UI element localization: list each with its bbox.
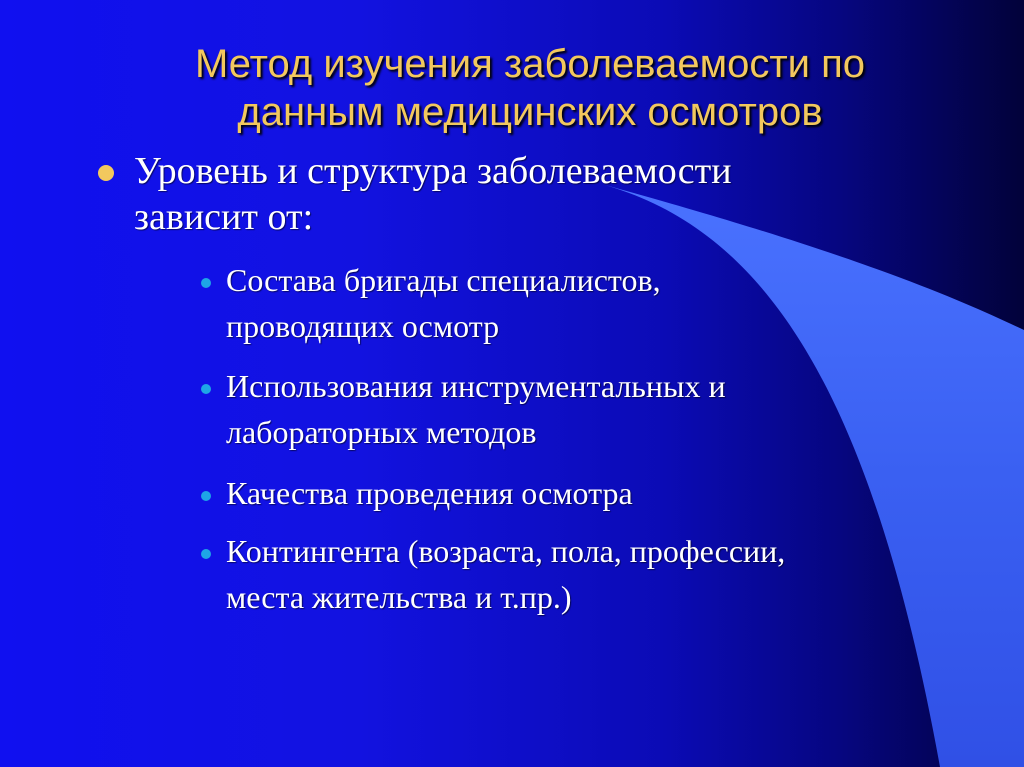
- sub-bullet-line: Качества проведения осмотра: [226, 475, 633, 511]
- title-line: данным медицинских осмотров: [237, 90, 823, 134]
- sub-bullet-item: [226, 528, 946, 620]
- main-bullet-line: Уровень и структура заболеваемости: [134, 150, 732, 192]
- main-bullet-dot-icon: [98, 165, 114, 181]
- sub-bullet-item: [226, 257, 946, 349]
- sub-bullet-item: [226, 363, 946, 455]
- title-line: Метод изучения заболеваемости по: [194, 42, 866, 86]
- sub-bullet-dot-icon: [201, 384, 211, 394]
- sub-bullet-line: Состава бригады специалистов,: [226, 262, 661, 298]
- sub-bullet-line: проводящих осмотр: [226, 308, 500, 344]
- slide-title: [90, 40, 970, 136]
- sub-bullet-line: лабораторных методов: [226, 414, 537, 450]
- sub-bullet-dot-icon: [201, 278, 211, 288]
- main-bullet-line: зависит от:: [134, 196, 314, 238]
- sub-bullet-dot-icon: [201, 491, 211, 501]
- main-bullet: [134, 148, 914, 240]
- sub-bullet-dot-icon: [201, 549, 211, 559]
- sub-bullet-line: Использования инструментальных и: [226, 368, 726, 404]
- sub-bullet-item: [226, 470, 946, 516]
- sub-bullet-line: места жительства и т.пр.): [226, 579, 572, 615]
- sub-bullet-line: Контингента (возраста, пола, профессии,: [226, 533, 786, 569]
